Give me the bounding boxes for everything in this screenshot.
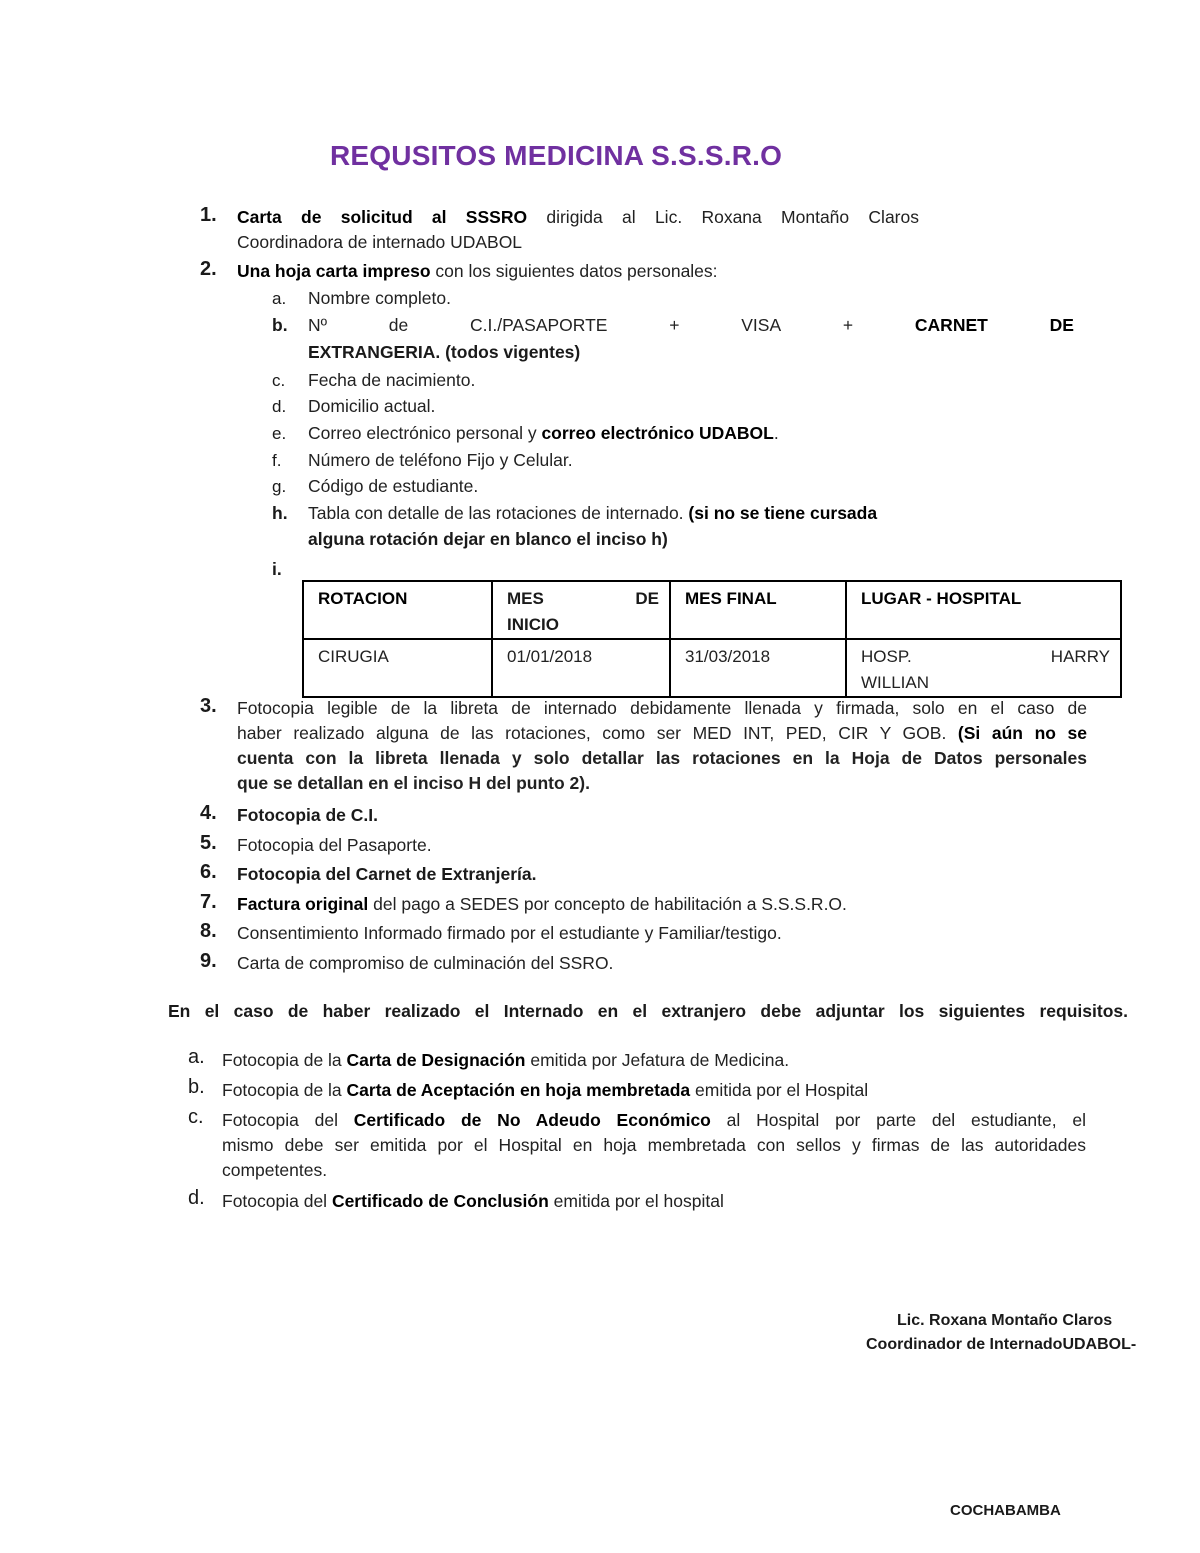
abroad-c-text: Fotocopia del Certificado de No Adeudo Económico al Hospital por parte del estudiante, el mismo debe ser emitida por el Hospital en hoja membretada con sellos y firmas de las autoridades competentes. (222, 1110, 1087, 1180)
item-3-line-3: cuenta con la libreta llenada y solo detallar las rotaciones en la Hoja de Datos personales (237, 748, 1087, 768)
item-3-number: 3. (200, 695, 217, 717)
item-1 (237, 205, 919, 255)
sub-h-line-1 (308, 501, 877, 526)
item-4-number: 4. (200, 802, 217, 824)
sub-e-end: . (773, 423, 779, 443)
abroad-c-letter: c. (188, 1106, 204, 1128)
abroad-b-letter: b. (188, 1076, 205, 1098)
table-cell-rotacion: CIRUGIA (303, 639, 492, 697)
abroad-a-letter: a. (188, 1046, 205, 1068)
item-2 (237, 259, 718, 284)
sub-b-w4: + (669, 315, 680, 335)
sub-i-letter: i. (272, 559, 282, 579)
abroad-a-text: Fotocopia de la Carta de Designación emitida por Jefatura de Medicina. (222, 1050, 790, 1070)
sub-a-text: Nombre completo. (308, 288, 451, 308)
sub-f-text: Número de teléfono Fijo y Celular. (308, 450, 573, 470)
abroad-d-text: Fotocopia del Certificado de Conclusión emitida por el hospital (222, 1191, 724, 1211)
sub-e-bold: correo electrónico UDABOL (541, 423, 774, 443)
item-1-line-2: Coordinadora de internado UDABOL (237, 232, 523, 252)
item-8-number: 8. (200, 920, 217, 942)
sub-c-text: Fecha de nacimiento. (308, 370, 476, 390)
sub-d-letter: d. (272, 397, 287, 416)
item-3-line-2: haber realizado alguna de las rotaciones, como ser MED INT, PED, CIR Y GOB. (Si aún no se (237, 723, 1088, 743)
item-6-number: 6. (200, 861, 217, 883)
sub-h-letter: h. (272, 503, 288, 523)
item-6-text: Fotocopia del Carnet de Extranjería. (237, 864, 537, 884)
item-1-bold: Carta de solicitud al SSSRO (237, 207, 528, 227)
item-3-line-4: que se detallan en el inciso H del punto 2). (237, 773, 590, 793)
sub-c-letter: c. (272, 371, 286, 390)
table-header-lugar: LUGAR - HOSPITAL (846, 581, 1121, 639)
item-2-rest: con los siguientes datos personales: (430, 261, 718, 281)
sub-b-w7: CARNET (914, 315, 988, 335)
signature-name: Lic. Roxana Montaño Claros (897, 1312, 1113, 1329)
table-row (303, 639, 1121, 697)
sub-h-plain: Tabla con detalle de las rotaciones de internado. (308, 503, 689, 523)
item-8-text: Consentimiento Informado firmado por el estudiante y Familiar/testigo. (237, 923, 782, 943)
sub-b-w1: Nº (308, 315, 328, 335)
item-9-number: 9. (200, 950, 217, 972)
sub-h-line-2: alguna rotación dejar en blanco el inciso h) (308, 529, 668, 549)
item-3-line-1: Fotocopia legible de la libreta de internado debidamente llenada y firmada, solo en el caso de (237, 698, 1087, 718)
abroad-b-text: Fotocopia de la Carta de Aceptación en hoja membretada emitida por el Hospital (222, 1080, 869, 1100)
rotations-table (302, 580, 1122, 698)
item-4-text: Fotocopia de C.I. (237, 805, 378, 825)
sub-d-text: Domicilio actual. (308, 396, 436, 416)
item-1-number: 1. (200, 204, 217, 226)
item-1-line-1 (237, 205, 919, 230)
table-header-row (303, 581, 1121, 639)
table-header-mes-inicio: MES DE INICIO (492, 581, 670, 639)
item-5-number: 5. (200, 832, 217, 854)
table-cell-inicio: 01/01/2018 (492, 639, 670, 697)
sub-f-letter: f. (272, 451, 282, 470)
table-header-mes-final: MES FINAL (670, 581, 846, 639)
sub-h-bold: (si no se tiene cursada (688, 503, 878, 523)
item-2-number: 2. (200, 258, 217, 280)
item-5-text: Fotocopia del Pasaporte. (237, 835, 432, 855)
item-7-text: Factura original del pago a SEDES por concepto de habilitación a S.S.S.R.O. (237, 894, 847, 914)
sub-a-letter: a. (272, 289, 287, 308)
abroad-d-letter: d. (188, 1187, 205, 1209)
item-3 (237, 696, 1087, 796)
sub-e-text (308, 421, 779, 446)
sub-b-letter: b. (272, 315, 288, 335)
item-7-number: 7. (200, 891, 217, 913)
item-2-bold: Una hoja carta impreso (237, 261, 431, 281)
sub-b-w5: VISA (741, 315, 782, 335)
table-cell-final: 31/03/2018 (670, 639, 846, 697)
sub-b-line-2: EXTRANGERIA. (todos vigentes) (308, 342, 581, 362)
sub-e-letter: e. (272, 424, 287, 443)
sub-b-w6: + (842, 315, 854, 335)
sub-b-line-1 (308, 313, 1074, 338)
sub-e-plain: Correo electrónico personal y (308, 423, 542, 443)
sub-g-letter: g. (272, 477, 287, 496)
sub-g-text: Código de estudiante. (308, 476, 479, 496)
page-title: REQUSITOS MEDICINA S.S.S.R.O (330, 140, 783, 171)
abroad-heading: En el caso de haber realizado el Internado en el extranjero debe adjuntar los siguientes requisitos. (168, 1001, 1128, 1021)
table-header-rotacion: ROTACION (303, 581, 492, 639)
item-9-text: Carta de compromiso de culminación del SSRO. (237, 953, 614, 973)
sub-b-w3: C.I./PASAPORTE (470, 315, 608, 335)
sub-b-w2: de (388, 315, 409, 335)
sub-b-w8: DE (1049, 315, 1074, 335)
signature-role: Coordinador de InternadoUDABOL- (866, 1336, 1137, 1353)
footer-city: COCHABAMBA (950, 1502, 1061, 1519)
item-1-rest: dirigida al Lic. Roxana Montaño Claros (527, 207, 919, 227)
table-cell-lugar: HOSP. HARRY WILLIAN (846, 639, 1121, 697)
